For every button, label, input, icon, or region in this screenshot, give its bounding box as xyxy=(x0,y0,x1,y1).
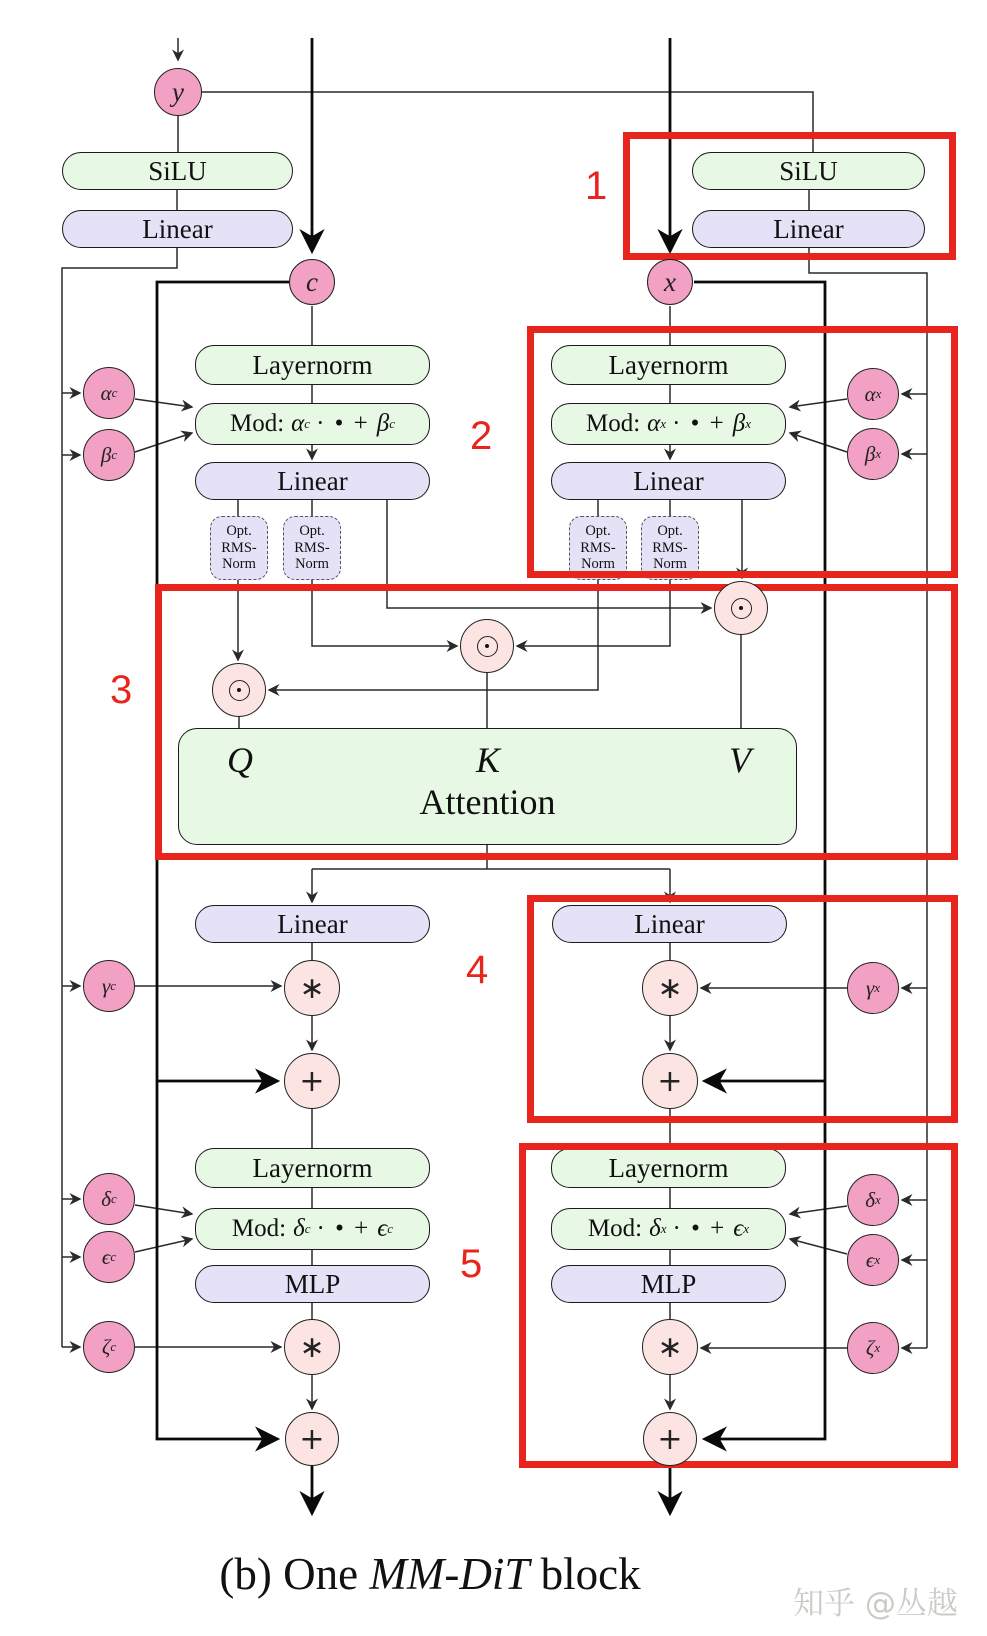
param-circle-epsilon-x xyxy=(847,1234,899,1286)
param-circle-zeta-c xyxy=(83,1321,135,1373)
param-subscript: c xyxy=(111,385,118,400)
rms-line3: Norm xyxy=(295,556,329,573)
param-subscript: x xyxy=(874,980,881,995)
param-circle-beta-c xyxy=(83,429,135,481)
mod-sym2: ϵ xyxy=(733,1215,744,1242)
linear-box-c-attn: Linear xyxy=(195,462,430,500)
caption-emphasis: MM-DiT xyxy=(369,1549,530,1599)
param-circle-beta-x xyxy=(847,428,899,480)
param-subscript: c xyxy=(110,978,117,993)
mod-sym1: α xyxy=(291,410,305,437)
rms-norm-box-c-q xyxy=(210,516,268,580)
region-label-5: 5 xyxy=(460,1242,483,1286)
stream-circle-c: c xyxy=(289,259,335,305)
mod-sub2: x xyxy=(745,416,751,431)
mod-prefix: Mod: xyxy=(585,410,641,437)
attention-k-label: K xyxy=(476,740,501,780)
mod-sym2: ϵ xyxy=(377,1215,388,1242)
layernorm-box-x-attn: Layernorm xyxy=(551,345,786,385)
region-label-1: 1 xyxy=(585,164,608,208)
mod-mid: · • + xyxy=(316,1215,371,1242)
param-subscript: x xyxy=(875,386,882,401)
param-circle-delta-x xyxy=(847,1174,899,1226)
rms-line3: Norm xyxy=(653,556,687,573)
concat-inner-circle xyxy=(477,636,498,657)
mod-sub1: c xyxy=(304,1221,311,1236)
rms-norm-box-x-q xyxy=(569,516,627,580)
mlp-box-c: MLP xyxy=(195,1265,430,1303)
rms-line1: Opt. xyxy=(585,522,611,539)
mod-box-x-attn xyxy=(551,403,786,445)
rms-line3: Norm xyxy=(581,556,615,573)
param-subscript: c xyxy=(111,447,118,462)
attention-box xyxy=(178,728,797,845)
attention-q-label: Q xyxy=(227,740,253,780)
linear-box-y-left: Linear xyxy=(62,210,293,248)
linear-box-y-right: Linear xyxy=(692,210,925,248)
rms-line2: RMS- xyxy=(221,539,257,556)
mod-sub1: x xyxy=(660,416,667,431)
rms-line1: Opt. xyxy=(657,522,683,539)
param-subscript: c xyxy=(110,1249,117,1264)
mod-sub2: x xyxy=(743,1221,750,1236)
silu-box-y-left: SiLU xyxy=(62,152,293,190)
rms-line2: RMS- xyxy=(294,539,330,556)
concat-dot xyxy=(485,644,489,648)
param-circle-gamma-x xyxy=(847,962,899,1014)
stream-circle-x: x xyxy=(647,259,693,305)
param-subscript: c xyxy=(110,1339,117,1354)
param-circle-alpha-c xyxy=(83,367,135,419)
param-circle-gamma-c xyxy=(83,960,135,1012)
param-symbol: β xyxy=(864,441,876,466)
layernorm-box-x-mlp: Layernorm xyxy=(551,1148,786,1188)
param-subscript: x xyxy=(874,1340,881,1355)
caption-suffix: block xyxy=(529,1549,641,1599)
mod-mid: · • + xyxy=(672,410,726,437)
concat-inner-circle xyxy=(229,680,250,701)
concat-dot xyxy=(739,606,743,610)
rms-line3: Norm xyxy=(222,556,256,573)
param-symbol: δ xyxy=(865,1187,875,1212)
add-op-c-mlp: + xyxy=(285,1412,339,1466)
mlp-box-x: MLP xyxy=(551,1265,786,1303)
attention-v-label: V xyxy=(729,740,751,780)
multiply-op-x-attn: ∗ xyxy=(642,960,698,1016)
mod-sym1: δ xyxy=(293,1215,305,1242)
param-subscript: c xyxy=(110,1191,117,1206)
linear-box-x-proj: Linear xyxy=(552,905,787,943)
concat-v-icon xyxy=(714,581,768,635)
rms-norm-box-x-k xyxy=(641,516,699,580)
region-label-3: 3 xyxy=(110,668,133,712)
add-op-x-mlp: + xyxy=(643,1412,697,1466)
silu-box-y-right: SiLU xyxy=(692,152,925,190)
region-label-2: 2 xyxy=(470,414,493,458)
mod-sub1: c xyxy=(304,416,311,431)
concat-inner-circle xyxy=(731,598,752,619)
mod-prefix: Mod: xyxy=(229,410,285,437)
rms-line2: RMS- xyxy=(580,539,616,556)
region-label-4: 4 xyxy=(466,948,489,992)
param-circle-epsilon-c xyxy=(83,1231,135,1283)
concat-q-icon xyxy=(212,663,266,717)
mod-sym1: α xyxy=(647,410,661,437)
mod-prefix: Mod: xyxy=(587,1215,643,1242)
param-circle-alpha-x xyxy=(847,368,899,420)
param-symbol: δ xyxy=(101,1186,111,1211)
multiply-op-c-attn: ∗ xyxy=(284,960,340,1016)
param-symbol: ϵ xyxy=(101,1244,111,1269)
param-symbol: γ xyxy=(865,975,875,1000)
param-subscript: x xyxy=(874,1252,881,1267)
rms-line2: RMS- xyxy=(652,539,688,556)
concat-k-icon xyxy=(460,619,514,673)
mod-sub1: x xyxy=(660,1221,667,1236)
mod-sym1: δ xyxy=(649,1215,661,1242)
add-op-x-attn: + xyxy=(642,1053,698,1109)
caption-prefix: (b) One xyxy=(219,1549,370,1599)
mod-box-c-mlp xyxy=(195,1208,430,1250)
multiply-op-c-mlp: ∗ xyxy=(284,1319,340,1375)
layernorm-box-c-mlp: Layernorm xyxy=(195,1148,430,1188)
param-symbol: ζ xyxy=(101,1334,111,1359)
mod-sym2: β xyxy=(732,410,746,437)
multiply-op-x-mlp: ∗ xyxy=(642,1319,698,1375)
param-symbol: ϵ xyxy=(865,1247,875,1272)
stream-circle-y: y xyxy=(154,68,202,116)
param-symbol: ζ xyxy=(865,1335,875,1360)
figure-caption xyxy=(165,1548,695,1600)
param-symbol: β xyxy=(100,442,112,467)
mod-sub2: c xyxy=(389,416,395,431)
mod-sub2: c xyxy=(387,1221,394,1236)
mod-sym2: β xyxy=(376,410,390,437)
attention-label: Attention xyxy=(419,782,556,822)
linear-box-c-proj: Linear xyxy=(195,905,430,943)
param-symbol: α xyxy=(864,381,876,406)
linear-box-x-attn: Linear xyxy=(551,462,786,500)
mod-mid: · • + xyxy=(672,1215,727,1242)
mod-box-x-mlp xyxy=(551,1208,786,1250)
layernorm-box-c-attn: Layernorm xyxy=(195,345,430,385)
add-op-c-attn: + xyxy=(284,1053,340,1109)
param-symbol: γ xyxy=(101,973,111,998)
rms-line1: Opt. xyxy=(299,522,325,539)
param-subscript: x xyxy=(875,446,882,461)
mod-prefix: Mod: xyxy=(231,1215,287,1242)
param-subscript: x xyxy=(874,1192,881,1207)
param-circle-delta-c xyxy=(83,1173,135,1225)
rms-norm-box-c-k xyxy=(283,516,341,580)
mod-box-c-attn xyxy=(195,403,430,445)
concat-dot xyxy=(237,688,241,692)
rms-line1: Opt. xyxy=(226,522,252,539)
param-circle-zeta-x xyxy=(847,1322,899,1374)
mod-mid: · • + xyxy=(316,410,370,437)
watermark: 知乎 @丛越 xyxy=(793,1586,958,1622)
param-symbol: α xyxy=(100,380,112,405)
